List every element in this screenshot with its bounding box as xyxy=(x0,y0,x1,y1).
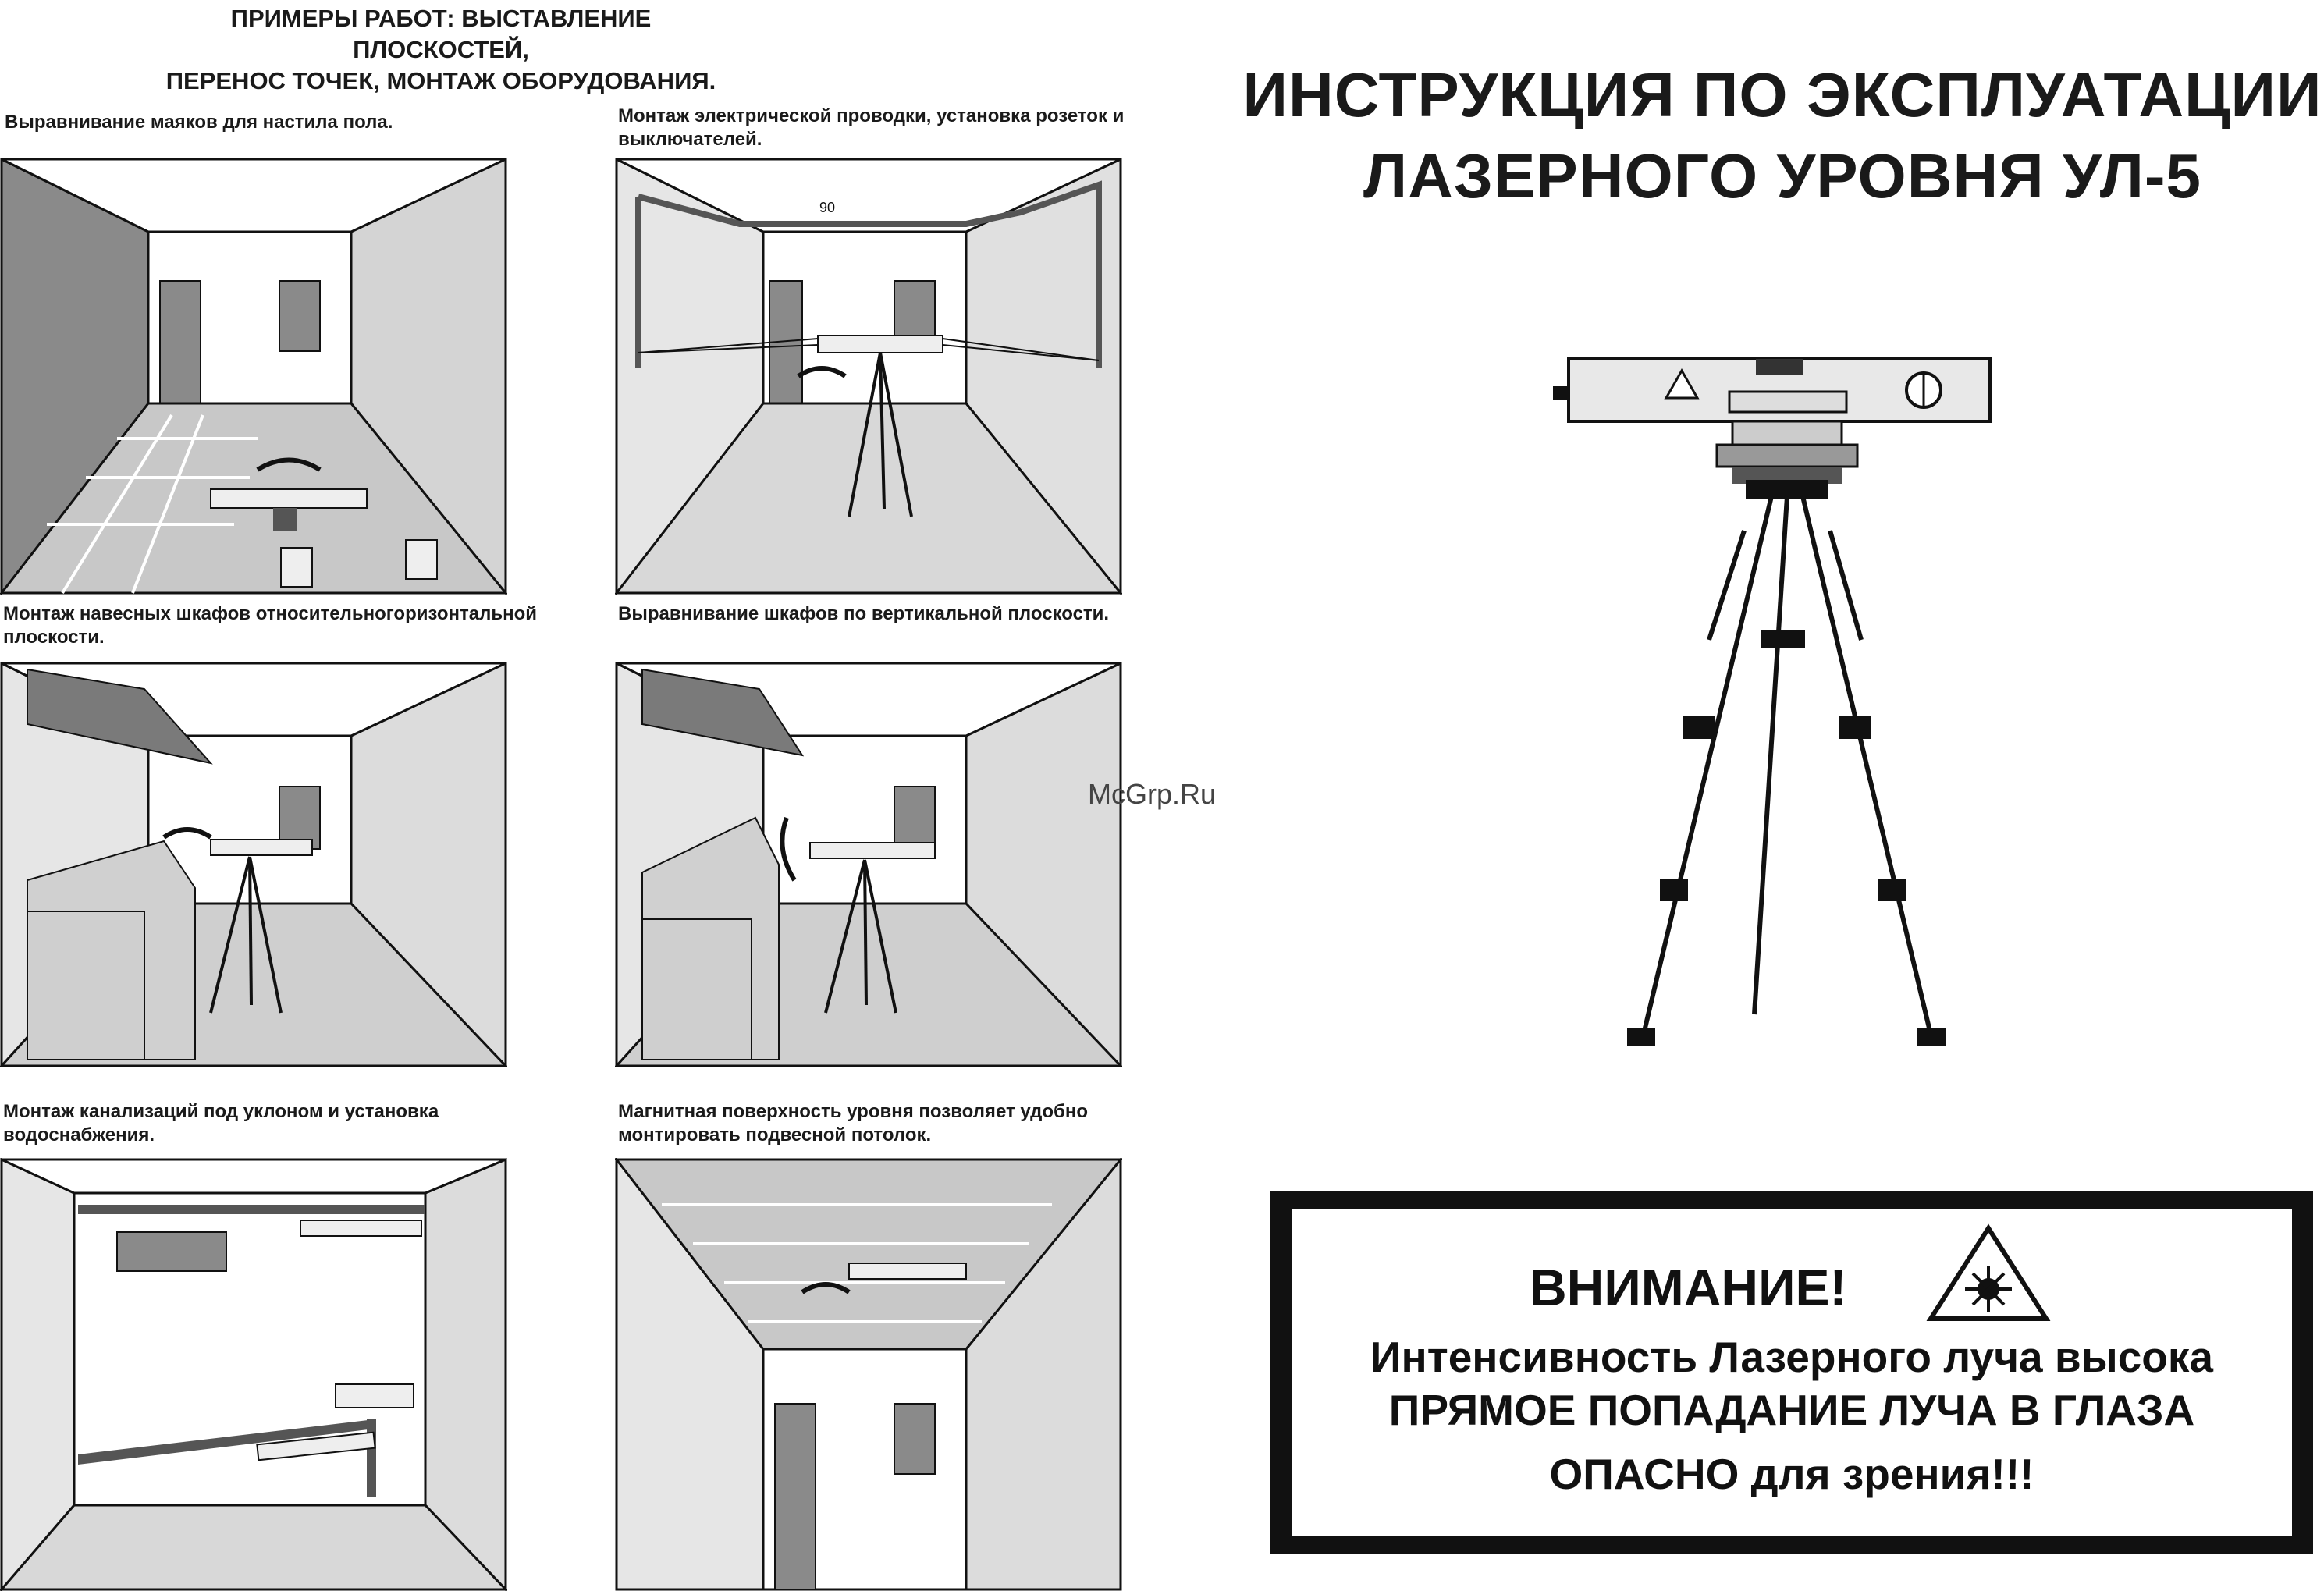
laser-level-illustration xyxy=(1545,351,2013,1057)
caption-line: водоснабжения. xyxy=(3,1124,155,1145)
warning-line3: ОПАСНО для зрения!!! xyxy=(1549,1450,2034,1498)
caption-line: Магнитная поверхность уровня позволяет удобно xyxy=(618,1101,1089,1122)
panel-sewer xyxy=(0,1158,507,1591)
warning-line1: Интенсивность Лазерного луча высока xyxy=(1370,1333,2213,1381)
tripod-icon xyxy=(1629,482,1943,1044)
panel-electrical xyxy=(615,158,1122,595)
caption-line: Монтаж канализаций под уклоном и установка xyxy=(3,1101,439,1122)
caption-vertical-cabinets xyxy=(618,602,1196,626)
caption-line: выключателей. xyxy=(618,129,762,150)
main-title-line2: ЛАЗЕРНОГО УРОВНЯ УЛ-5 xyxy=(1363,141,2202,211)
panel-floor-beacons xyxy=(0,158,507,595)
caption-ceiling xyxy=(618,1100,1196,1147)
laser-level-icon xyxy=(1553,359,1990,484)
panel-vertical-cabinets xyxy=(615,662,1122,1067)
main-title xyxy=(1241,55,2324,217)
caption-wall-cabinets xyxy=(3,602,596,649)
caption-electrical xyxy=(618,105,1196,151)
caption-line: монтировать подвесной потолок. xyxy=(618,1124,932,1145)
examples-title xyxy=(148,3,734,97)
warning-heading: ВНИМАНИЕ! xyxy=(1530,1259,1847,1316)
angle-label: 90 xyxy=(819,200,836,215)
examples-title-line2: ПЕРЕНОС ТОЧЕК, МОНТАЖ ОБОРУДОВАНИЯ. xyxy=(165,67,716,94)
caption-floor-beacons xyxy=(5,111,606,134)
caption-line: Выравнивание маяков для настила пола. xyxy=(5,112,393,133)
panel-wall-cabinets xyxy=(0,662,507,1067)
examples-title-line1: ПРИМЕРЫ РАБОТ: ВЫСТАВЛЕНИЕ ПЛОСКОСТЕЙ, xyxy=(230,5,652,63)
laser-hazard-icon xyxy=(1926,1223,2051,1329)
caption-line: Выравнивание шкафов по вертикальной плоскости. xyxy=(618,603,1110,624)
caption-line: Монтаж электрической проводки, установка розеток и xyxy=(618,105,1125,126)
caption-sewer xyxy=(3,1100,596,1147)
panel-ceiling xyxy=(615,1158,1122,1591)
caption-line: плоскости. xyxy=(3,627,105,648)
warning-line2: ПРЯМОЕ ПОПАДАНИЕ ЛУЧА В ГЛАЗА xyxy=(1388,1386,2195,1434)
main-title-line1: ИНСТРУКЦИЯ ПО ЭКСПЛУАТАЦИИ xyxy=(1242,60,2322,130)
caption-line: Монтаж навесных шкафов относительногоризонтальной xyxy=(3,603,537,624)
watermark: McGrp.Ru xyxy=(1088,778,1217,810)
